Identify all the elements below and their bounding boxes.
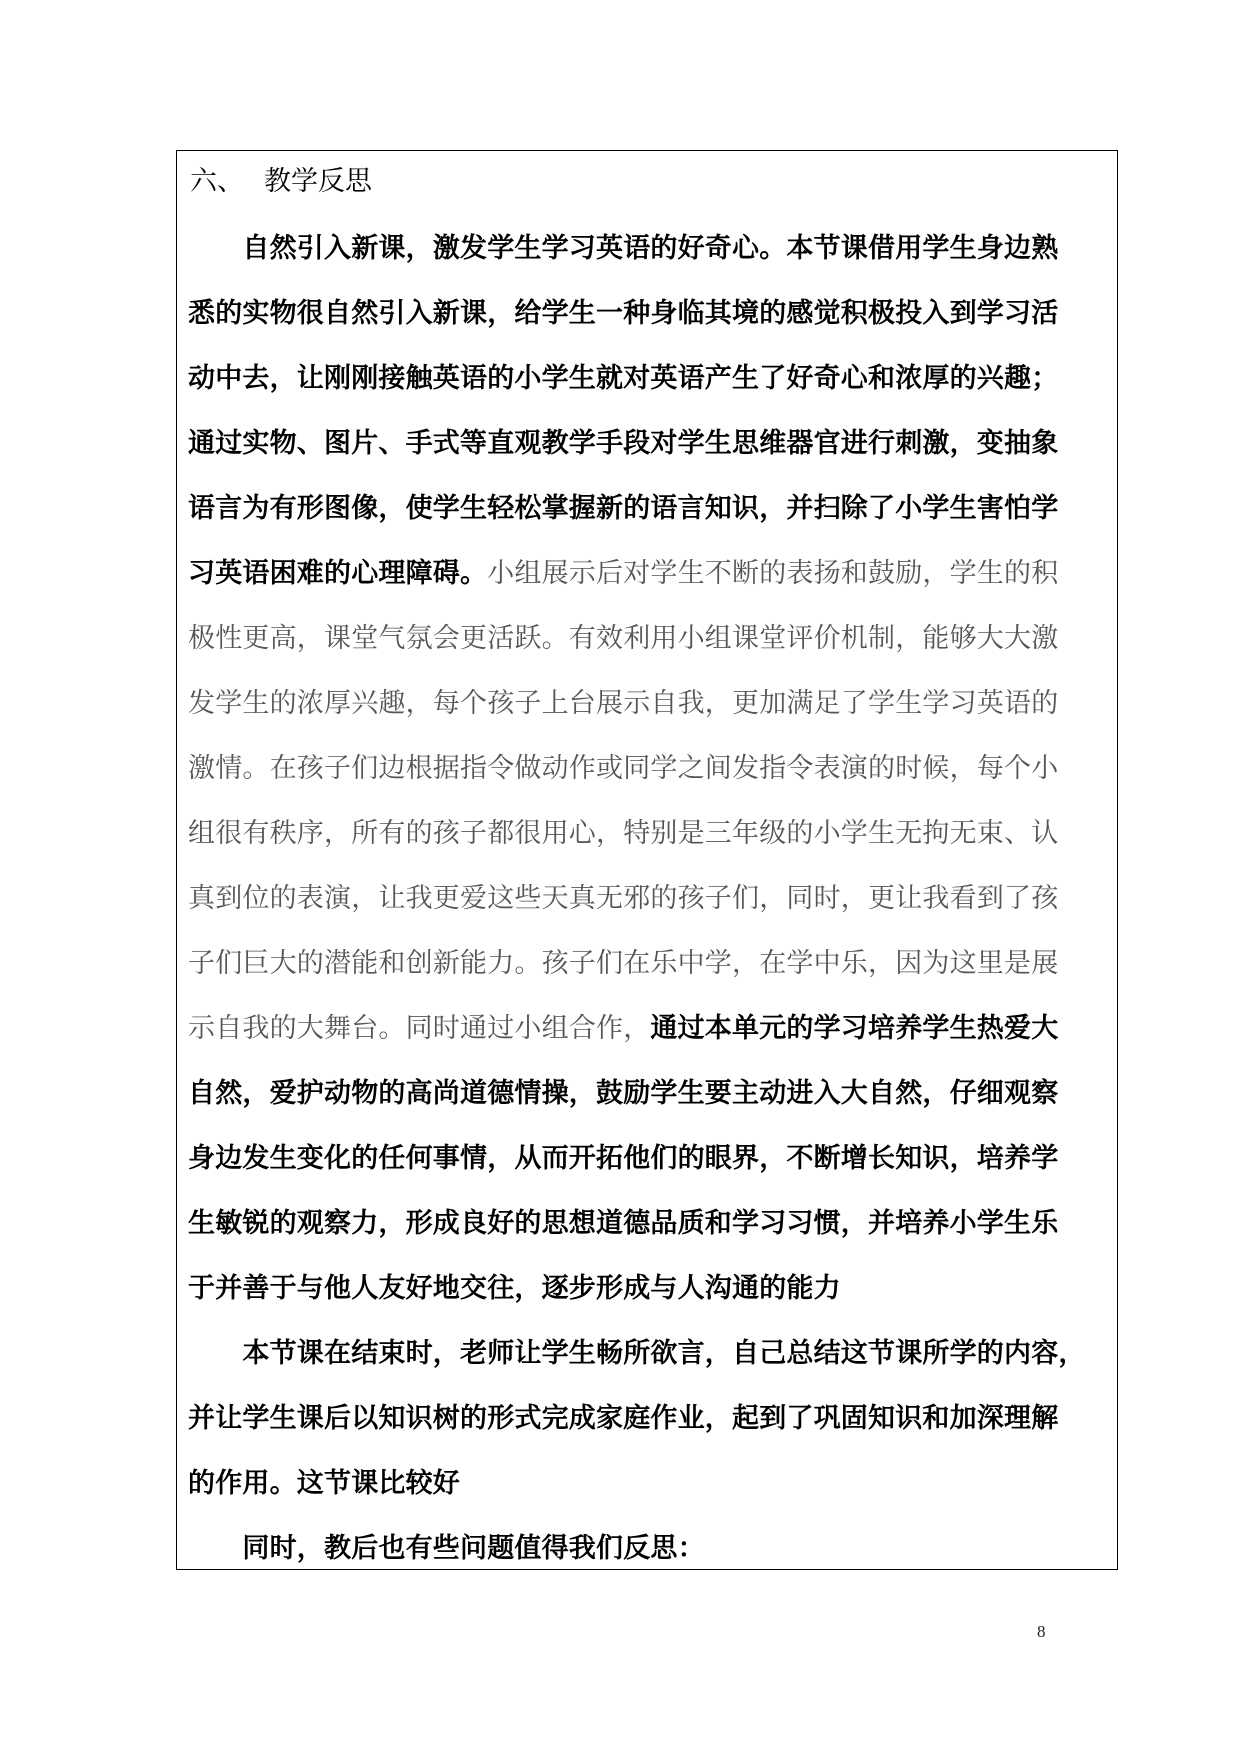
text-line xyxy=(188,550,1108,615)
text-line xyxy=(188,940,1108,1005)
text-segment: 生敏锐的观察力，形成良好的思想道德品质和学习习惯，并培养小学生乐 xyxy=(188,1208,1059,1239)
text-line xyxy=(188,875,1108,940)
text-segment: 身边发生变化的任何事情，从而开拓他们的眼界，不断增长知识，培养学 xyxy=(188,1143,1059,1174)
text-segment: 通过实物、图片、手式等直观教学手段对学生思维器官进行刺激，变抽象 xyxy=(188,428,1059,459)
text-line xyxy=(188,1460,1108,1525)
text-line xyxy=(188,745,1108,810)
text-line xyxy=(188,810,1108,875)
text-line xyxy=(188,680,1108,745)
text-line xyxy=(188,615,1108,680)
text-segment: 激情。在孩子们边根据指令做动作或同学之间发指令表演的时候，每个小 xyxy=(188,753,1059,784)
text-segment: 习英语困难的心理障碍。 xyxy=(188,558,488,589)
text-line xyxy=(188,1135,1108,1200)
text-segment: 子们巨大的潜能和创新能力。孩子们在乐中学，在学中乐，因为这里是展 xyxy=(188,948,1059,979)
section-heading xyxy=(190,162,372,202)
text-segment: 语言为有形图像，使学生轻松掌握新的语言知识，并扫除了小学生害怕学 xyxy=(188,493,1059,524)
text-line xyxy=(188,225,1108,290)
section-number: 六、 xyxy=(190,166,244,197)
text-line xyxy=(188,290,1108,355)
text-segment: 示自我的大舞台。同时通过小组合作， xyxy=(188,1013,651,1044)
text-segment: 自然引入新课，激发学生学习英语的好奇心。本节课借用学生身边熟 xyxy=(188,233,1059,264)
reflection-text xyxy=(188,225,1108,1590)
text-segment: 悉的实物很自然引入新课，给学生一种身临其境的感觉积极投入到学习活 xyxy=(188,298,1059,329)
text-line xyxy=(188,1525,1108,1590)
text-line xyxy=(188,1070,1108,1135)
text-segment: 动中去，让刚刚接触英语的小学生就对英语产生了好奇心和浓厚的兴趣； xyxy=(188,363,1059,394)
text-line xyxy=(188,1330,1108,1395)
text-line xyxy=(188,420,1108,485)
text-segment: 真到位的表演，让我更爱这些天真无邪的孩子们，同时，更让我看到了孩 xyxy=(188,883,1059,914)
text-segment: 组很有秩序，所有的孩子都很用心，特别是三年级的小学生无拘无束、认 xyxy=(188,818,1059,849)
text-segment: 发学生的浓厚兴趣，每个孩子上台展示自我，更加满足了学生学习英语的 xyxy=(188,688,1059,719)
text-line xyxy=(188,1005,1108,1070)
text-segment: 并让学生课后以知识树的形式完成家庭作业，起到了巩固知识和加深理解 xyxy=(188,1403,1059,1434)
text-segment: 极性更高，课堂气氛会更活跃。有效利用小组课堂评价机制，能够大大激 xyxy=(188,623,1059,654)
text-segment: 自然，爱护动物的高尚道德情操，鼓励学生要主动进入大自然，仔细观察 xyxy=(188,1078,1059,1109)
text-line xyxy=(188,485,1108,550)
text-line xyxy=(188,1200,1108,1265)
text-line xyxy=(188,1265,1108,1330)
text-segment: 于并善于与他人友好地交往，逐步形成与人沟通的能力 xyxy=(188,1273,841,1304)
text-segment: 本节课在结束时，老师让学生畅所欲言，自己总结这节课所学的内容， xyxy=(188,1338,1086,1369)
text-segment: 的作用。这节课比较好 xyxy=(188,1468,460,1499)
text-segment: 通过本单元的学习培养学生热爱大 xyxy=(650,1013,1059,1044)
section-title: 教学反思 xyxy=(264,166,372,197)
page-number: 8 xyxy=(1037,1622,1046,1641)
text-line xyxy=(188,1395,1108,1460)
text-segment: 小组展示后对学生不断的表扬和鼓励，学生的积 xyxy=(487,558,1059,589)
text-segment: 同时，教后也有些问题值得我们反思： xyxy=(188,1533,705,1564)
text-line xyxy=(188,355,1108,420)
